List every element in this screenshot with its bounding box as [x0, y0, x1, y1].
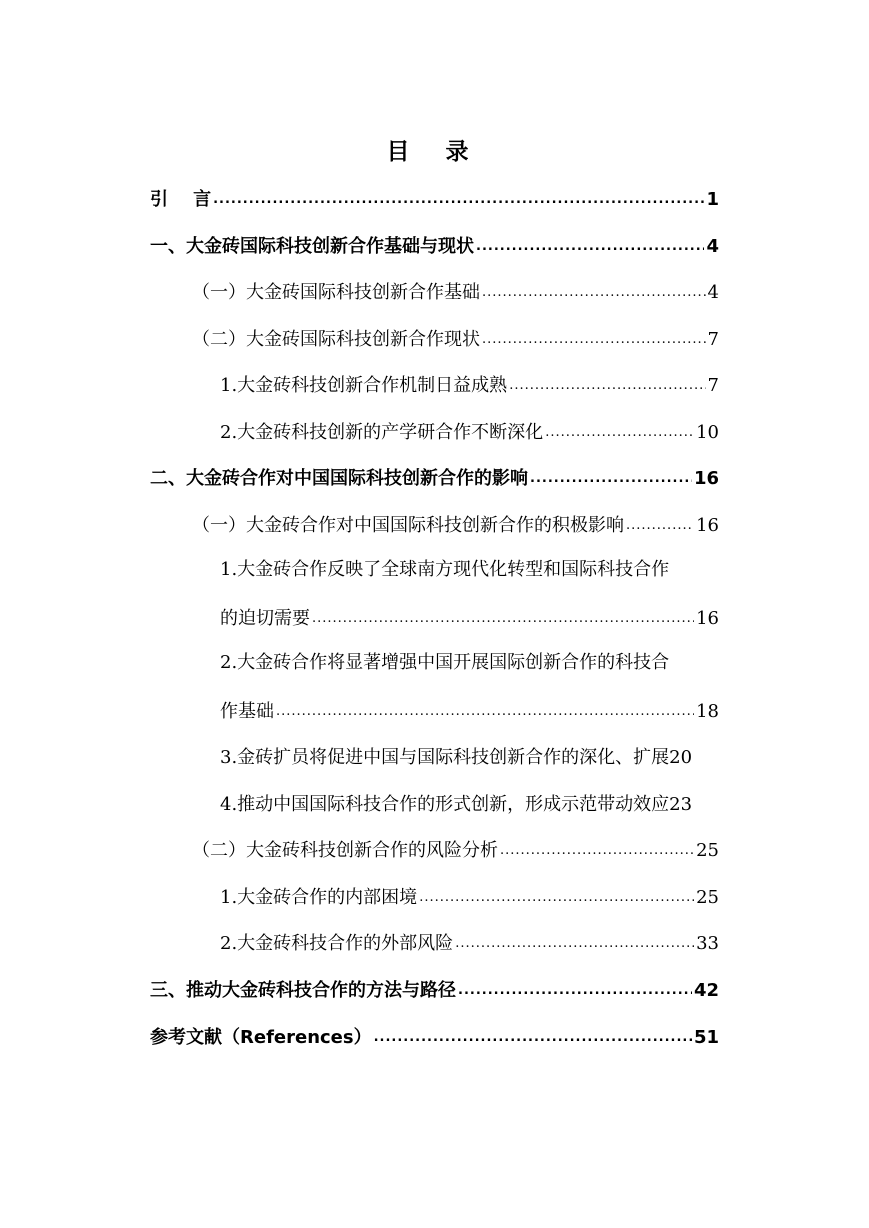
leader-dots	[530, 472, 692, 486]
toc-entry-page: 16	[693, 468, 719, 489]
toc-entry-label: （一）大金砖合作对中国国际科技创新合作的积极影响	[192, 515, 624, 536]
toc-entry-intro[interactable]	[150, 180, 719, 212]
toc-entry-label: （一）大金砖国际科技创新合作基础	[192, 282, 480, 303]
toc-entry-label: 二、大金砖合作对中国国际科技创新合作的影响	[150, 468, 528, 489]
toc-entry-label: 4.推动中国国际科技合作的形式创新，形成示范带动效应	[220, 794, 670, 815]
leader-dots	[482, 286, 706, 300]
toc-entry-label: 引 言	[150, 189, 212, 210]
toc-entry-item-1-2-2[interactable]	[220, 413, 719, 445]
leader-dots	[213, 193, 704, 207]
toc-entry-label: 2.大金砖科技合作的外部风险	[220, 933, 454, 954]
toc-entry-page: 18	[696, 701, 719, 722]
toc-entry-chapter-1[interactable]	[150, 227, 719, 259]
toc-entry-label: 2.大金砖科技创新的产学研合作不断深化	[220, 422, 544, 443]
toc-entry-label: （二）大金砖国际科技创新合作现状	[192, 329, 480, 350]
toc-entry-item-2-1-1[interactable]	[220, 599, 719, 631]
toc-entry-page: 42	[693, 980, 719, 1001]
toc-entry-page: 25	[696, 887, 719, 908]
toc-entry-label: 参考文献（References）	[150, 1027, 372, 1048]
toc-entry-item-2-1-4[interactable]	[220, 785, 740, 817]
leader-dots	[458, 984, 692, 998]
leader-dots	[482, 333, 706, 347]
toc-entry-page: 7	[707, 375, 719, 396]
toc-entry-page: 16	[696, 515, 719, 536]
leader-dots	[455, 937, 694, 951]
toc-title: 目 录	[386, 139, 483, 165]
toc-entry-page: 20	[669, 747, 693, 768]
toc-entry-references[interactable]	[150, 1018, 719, 1050]
leader-dots	[476, 240, 704, 254]
toc-entry-label: 1.大金砖科技创新合作机制日益成熟	[220, 375, 508, 396]
toc-entry-page: 4	[706, 236, 719, 257]
toc-entry-section-2-1[interactable]	[192, 506, 719, 538]
leader-dots	[419, 891, 694, 905]
leader-dots	[545, 426, 694, 440]
leader-dots	[276, 705, 694, 719]
toc-entry-page: 1	[706, 189, 719, 210]
leader-dots	[626, 519, 694, 533]
toc-entry-page: 4	[707, 282, 719, 303]
toc-entry-section-1-2[interactable]	[192, 320, 719, 352]
toc-entry-page: 23	[669, 794, 693, 815]
toc-entry-page: 7	[707, 329, 719, 350]
toc-entry-page: 25	[696, 840, 719, 861]
toc-entry-label: 作基础	[220, 701, 274, 722]
toc-entry-label: 一、大金砖国际科技创新合作基础与现状	[150, 236, 474, 257]
toc-entry-page: 33	[696, 933, 719, 954]
toc-entry-label: 1.大金砖合作的内部困境	[220, 887, 418, 908]
leader-dots	[312, 612, 694, 626]
toc-entry-page: 10	[696, 422, 719, 443]
toc-entry-page: 16	[696, 608, 719, 629]
toc-entry-item-2-2-2[interactable]	[220, 924, 719, 956]
toc-entry-item-2-1-3[interactable]	[220, 738, 740, 770]
leader-dots	[500, 844, 694, 858]
toc-entry-item-2-1-2[interactable]	[220, 692, 719, 724]
toc-entry-section-1-1[interactable]	[192, 273, 719, 305]
toc-entry-item-2-1-1-line1[interactable]: 1.大金砖合作反映了全球南方现代化转型和国际科技合作	[220, 559, 670, 580]
leader-dots	[374, 1031, 692, 1045]
toc-entry-item-2-2-1[interactable]	[220, 878, 719, 910]
toc-entry-item-1-2-1[interactable]	[220, 366, 719, 398]
toc-entry-label: 3.金砖扩员将促进中国与国际科技创新合作的深化、扩展	[220, 747, 670, 768]
toc-entry-label: （二）大金砖科技创新合作的风险分析	[192, 840, 498, 861]
leader-dots	[509, 379, 705, 393]
toc-entry-section-2-2[interactable]	[192, 831, 719, 863]
toc-entry-label: 三、推动大金砖科技合作的方法与路径	[150, 980, 456, 1001]
toc-entry-item-2-1-2-line1[interactable]: 2.大金砖合作将显著增强中国开展国际创新合作的科技合	[220, 652, 670, 673]
toc-entry-page: 51	[693, 1027, 719, 1048]
toc-entry-chapter-2[interactable]	[150, 459, 719, 491]
toc-entry-chapter-3[interactable]	[150, 971, 719, 1003]
toc-entry-label: 的迫切需要	[220, 608, 310, 629]
